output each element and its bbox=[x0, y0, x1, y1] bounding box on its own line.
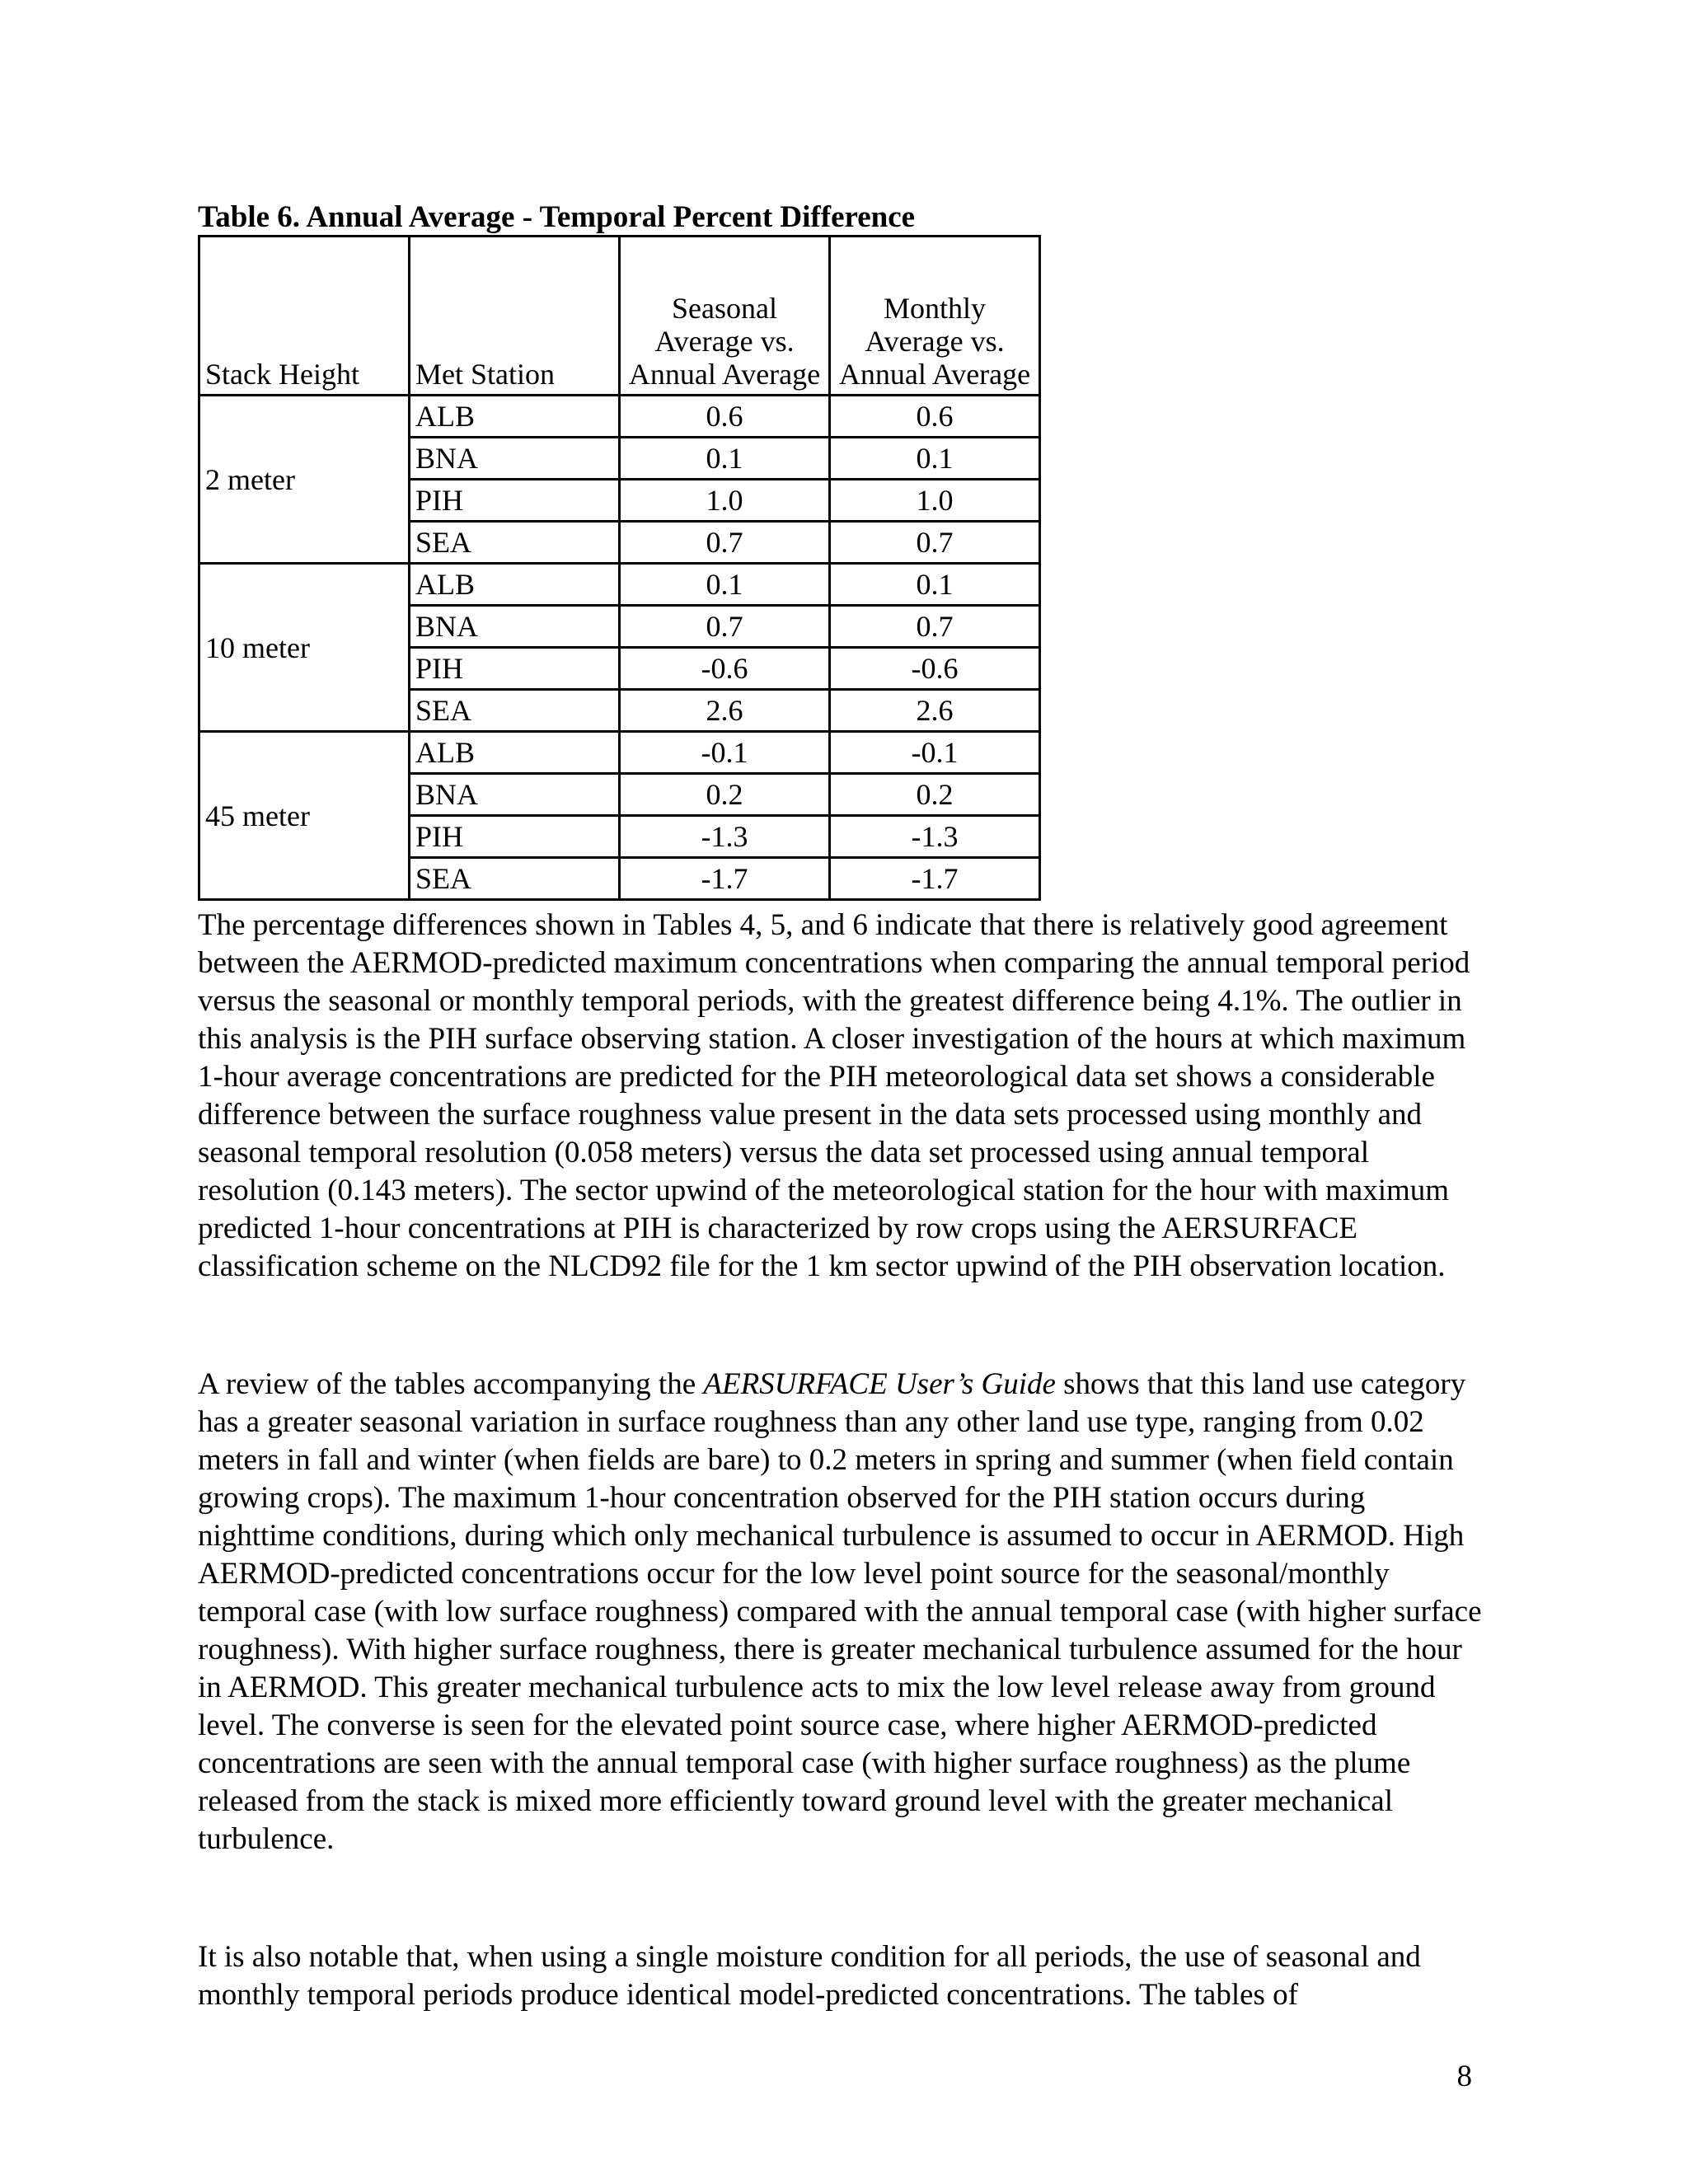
seasonal-cell: 0.6 bbox=[620, 396, 830, 438]
stack-height-cell: 2 meter bbox=[199, 396, 410, 564]
monthly-cell: 0.7 bbox=[830, 522, 1040, 564]
paragraph-2 bbox=[198, 1366, 1484, 1858]
seasonal-cell: 0.7 bbox=[620, 606, 830, 648]
station-cell: SEA bbox=[410, 522, 620, 564]
monthly-cell: 0.1 bbox=[830, 438, 1040, 480]
monthly-cell: 0.2 bbox=[830, 774, 1040, 816]
paragraph-3 bbox=[198, 1938, 1484, 2014]
seasonal-cell: 2.6 bbox=[620, 690, 830, 732]
station-cell: SEA bbox=[410, 858, 620, 900]
header-monthly: Monthly Average vs. Annual Average bbox=[830, 237, 1040, 396]
station-cell: PIH bbox=[410, 648, 620, 690]
monthly-cell: 0.6 bbox=[830, 396, 1040, 438]
station-cell: ALB bbox=[410, 564, 620, 606]
page-number: 8 bbox=[1456, 2060, 1472, 2093]
table-row bbox=[199, 396, 1040, 438]
station-cell: ALB bbox=[410, 732, 620, 774]
station-cell: BNA bbox=[410, 438, 620, 480]
paragraph-2-before: A review of the tables accompanying the bbox=[198, 1367, 704, 1401]
header-stack-height: Stack Height bbox=[199, 237, 410, 396]
monthly-cell: 1.0 bbox=[830, 480, 1040, 522]
seasonal-cell: -1.7 bbox=[620, 858, 830, 900]
monthly-cell: -1.7 bbox=[830, 858, 1040, 900]
monthly-cell: 0.1 bbox=[830, 564, 1040, 606]
seasonal-cell: -0.6 bbox=[620, 648, 830, 690]
table-row bbox=[199, 732, 1040, 774]
header-met-station: Met Station bbox=[410, 237, 620, 396]
monthly-cell: 0.7 bbox=[830, 606, 1040, 648]
percent-difference-table bbox=[198, 235, 1041, 901]
stack-height-cell: 10 meter bbox=[199, 564, 410, 732]
seasonal-cell: 0.2 bbox=[620, 774, 830, 816]
paragraph-1 bbox=[198, 907, 1484, 1286]
monthly-cell: -0.1 bbox=[830, 732, 1040, 774]
monthly-cell: -0.6 bbox=[830, 648, 1040, 690]
station-cell: ALB bbox=[410, 396, 620, 438]
station-cell: SEA bbox=[410, 690, 620, 732]
station-cell: PIH bbox=[410, 480, 620, 522]
table-row bbox=[199, 564, 1040, 606]
header-seasonal: Seasonal Average vs. Annual Average bbox=[620, 237, 830, 396]
guide-title-italic: AERSURFACE User’s Guide bbox=[703, 1367, 1056, 1401]
station-cell: BNA bbox=[410, 774, 620, 816]
stack-height-cell: 45 meter bbox=[199, 732, 410, 900]
seasonal-cell: -1.3 bbox=[620, 816, 830, 858]
monthly-cell: 2.6 bbox=[830, 690, 1040, 732]
station-cell: PIH bbox=[410, 816, 620, 858]
table-header-row bbox=[199, 237, 1040, 396]
table-title: Table 6. Annual Average - Temporal Percent Difference bbox=[198, 200, 916, 234]
seasonal-cell: 0.1 bbox=[620, 564, 830, 606]
paragraph-1-text: The percentage differences shown in Tables 4, 5, and 6 indicate that there is relatively good agreement between the AERMOD-predicted maximum concentrations when comparing the annual temporal period versus the seasonal or monthly temporal periods, with the greatest difference being 4.1%. The outlier in this analysis is the PIH surface observing station. A closer investigation of the hours at which maximum 1-hour average concentrations are predicted for the PIH meteorological data set shows a considerable difference between the surface roughness value present in the data sets processed using monthly and seasonal temporal resolution (0.058 meters) versus the data set processed using annual temporal resolution (0.143 meters). The sector upwind of the meteorological station for the hour with maximum predicted 1-hour concentrations at PIH is characterized by row crops using the AERSURFACE classification scheme on the NLCD92 file for the 1 km sector upwind of the PIH observation location. bbox=[198, 908, 1470, 1283]
seasonal-cell: 1.0 bbox=[620, 480, 830, 522]
station-cell: BNA bbox=[410, 606, 620, 648]
paragraph-2-after: shows that this land use category has a greater seasonal variation in surface roughness than any other land use type, ranging from 0.02 meters in fall and winter (when fields are bare) to 0.2 meters in spring and summer (when field contain growing crops). The maximum 1-hour concentration observed for the PIH station occurs during nighttime conditions, during which only mechanical turbulence is assumed to occur in AERMOD. High AERMOD-predicted concentrations occur for the low level point source for the seasonal/monthly temporal case (with low surface roughness) compared with the annual temporal case (with higher surface roughness). With higher surface roughness, there is greater mechanical turbulence assumed for the hour in AERMOD. This greater mechanical turbulence acts to mix the low level release away from ground level. The converse is seen for the elevated point source case, where higher AERMOD-predicted concentrations are seen with the annual temporal case (with higher surface roughness) as the plume released from the stack is mixed more efficiently toward ground level with the greater mechanical turbulence. bbox=[198, 1367, 1482, 1856]
paragraph-3-text: It is also notable that, when using a single moisture condition for all periods, the use of seasonal and monthly temporal periods produce identical model-predicted concentrations. The tables of bbox=[198, 1940, 1421, 2012]
seasonal-cell: 0.1 bbox=[620, 438, 830, 480]
seasonal-cell: 0.7 bbox=[620, 522, 830, 564]
seasonal-cell: -0.1 bbox=[620, 732, 830, 774]
monthly-cell: -1.3 bbox=[830, 816, 1040, 858]
paragraph-2-text bbox=[198, 1366, 1484, 1858]
